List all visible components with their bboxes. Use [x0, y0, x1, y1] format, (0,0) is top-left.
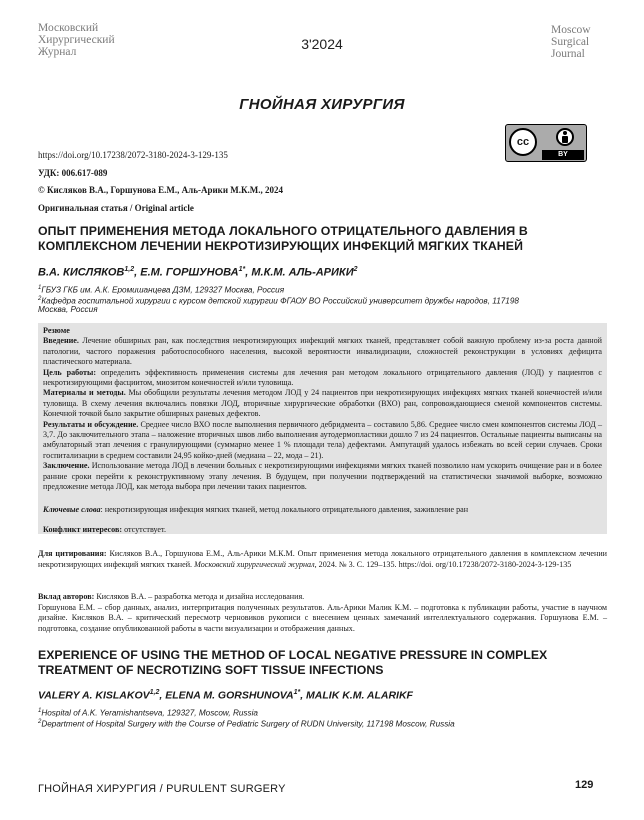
affiliation-text: ГБУЗ ГКБ им. А.К. Еромишанцева ДЗМ, 129327 Москва, Россия — [41, 285, 285, 295]
abstract-text: Среднее число ВХО после выполнения первичного дебридмента – составило 5,86. Среднее число смен компонентов системы ЛОД – 3,7. До заключительного этапа – наложение вторичных швов либо выполнения аутодермопластики дошло 7 из 24 пациентов. Остальные пациенты выписаны на амбулаторный этап лечения с гранулирующими (суммарно менее 1 % площади тела) дефектами. Ампутаций удалось избежать во всей серии случаев. Сроки госпитализации в среднем составили 24,95 койко-дней (медиана – 22, мода – 21). — [43, 419, 602, 460]
author-name: В.А. КИСЛЯКОВ — [38, 266, 125, 279]
affiliation-text: Hospital of A.K. Yeramishantseva, 129327, Moscow, Russia — [41, 708, 258, 718]
udk-code: УДК: 006.617-089 — [38, 168, 108, 178]
journal-logo-ru-line1: Московский — [38, 22, 99, 34]
citation-text: Кисляков В.А., Горшунова Е.М., Аль-Арики М.К.М. Опыт применения метода локального отрицательного давления в комплексном лечении некротизирующих инфекций мягких тканей. — [38, 549, 607, 569]
author-contribution-block — [38, 592, 607, 634]
cc-icon: cc — [509, 128, 537, 156]
journal-logo-en-line1: Moscow — [551, 24, 591, 36]
citation-tail: , 2024. № 3. С. 129–135. https://doi. org/10.17238/2072-3180-2024-3-129-135 — [314, 559, 572, 569]
conflict-of-interest — [43, 525, 602, 535]
conflict-label: Конфликт интересов: — [43, 524, 123, 534]
abstract-intro — [43, 336, 602, 367]
affiliation-text: Кафедра госпитальной хирургии с курсом детской хирургии ФГАОУ ВО Российский университет дружбы народов, 117198 — [41, 296, 519, 306]
conflict-text: отсутствует. — [122, 524, 166, 534]
abstract-conclusion — [43, 461, 602, 492]
journal-logo-en — [551, 24, 621, 60]
citation-journal: Московский хирургический журнал — [194, 559, 315, 569]
citation-block — [38, 549, 607, 570]
affiliation-text: Department of Hospital Surgery with the Course of Pediatric Surgery of RUDN University, 117198 Moscow, Russia — [41, 719, 455, 729]
abstract-aim — [43, 368, 602, 389]
abstract-box — [38, 323, 607, 534]
author-affiliation-mark: 1* — [238, 266, 246, 273]
cc-by-license-badge[interactable] — [505, 124, 587, 162]
abstract-label: Заключение. — [43, 461, 90, 471]
abstract-text: Лечение обширных ран, как последствия некротизирующих инфекций мягких тканей, представляет собой важную проблему из-за роста данной патологии, частого поражения работоспособного населения, высокой вероятности инвалидизации, сложностей реконструкции в условиях дефицита пластического материала. — [43, 336, 602, 367]
footer-section-name: ГНОЙНАЯ ХИРУРГИЯ / PURULENT SURGERY — [38, 783, 286, 795]
issue-number: 3'2024 — [301, 36, 343, 52]
article-title-en: EXPERIENCE OF USING THE METHOD OF LOCAL NEGATIVE PRESSURE IN COMPLEX TREATMENT OF NECROTIZING SOFT TISSUE INFECTIONS — [38, 648, 548, 677]
abstract-label: Введение. — [43, 336, 79, 346]
author-affiliation-mark: 1,2 — [124, 266, 135, 273]
contribution-text: Кисляков В.А. – разработка метода и дизайна исследования. — [94, 592, 305, 601]
author-affiliation-mark: 1,2 — [149, 689, 160, 696]
affiliation-en-2 — [38, 717, 608, 730]
authors-en: VALERY A. KISLAKOV$^{1,2}$, ELENA M. $GORSHUNOVA^{1*}$, MALIK K.M. ALARIKF — [38, 689, 413, 702]
abstract-heading: Резюме — [43, 326, 70, 335]
journal-logo-en-line3: Journal — [551, 48, 585, 60]
article-title-ru: ОПЫТ ПРИМЕНЕНИЯ МЕТОДА ЛОКАЛЬНОГО ОТРИЦАТЕЛЬНОГО ДАВЛЕНИЯ В КОМПЛЕКСНОМ ЛЕЧЕНИИ НЕКРОТИЗИРУЮЩИХ ИНФЕКЦИЙ МЯГКИХ ТКАНЕЙ — [38, 224, 528, 253]
keywords-text: : некротизирующая инфекция мягких тканей, метод локального отрицательного давления, заживление ран — [100, 504, 469, 514]
journal-logo-ru-line2: Хирургический — [38, 34, 115, 46]
author-name: VALERY A. KISLAKOV — [38, 689, 150, 702]
author-name: М.К.М. АЛЬ-АРИКИ — [251, 266, 354, 279]
abstract-label: Материалы и методы. — [43, 388, 126, 398]
abstract-methods — [43, 388, 602, 419]
authors-ru: В.А. КИСЛЯКОВ$^{1,2}$, Е.М. $ГОРШУНОВА^{1*}$, М.К.М. АЛЬ-АРИКИ$^2$ — [38, 266, 358, 279]
by-label: BY — [542, 150, 584, 160]
contribution-text: Горшунова Е.М. – сбор данных, анализ, интерпритация полученных результатов. Аль-Арики Малик К.М. – подготовка к публикации работы, участие в научном дизайне. Кисляков В.А. – критический пересмотр черновиков рукописи с внесением ценных замечаний интеллектуального содержания. Горшунова Е.М. – подготовка, создание опубликованной работы в части визуализации и отображения данных. — [38, 602, 607, 633]
doi-link[interactable]: https://doi.org/10.17238/2072-3180-2024-3-129-135 — [38, 150, 228, 160]
author-name: ELENA M. GORSHUNOVA — [165, 689, 294, 702]
copyright-line: © Кисляков В.А., Горшунова Е.М., Аль-Арики М.К.М., 2024 — [38, 185, 284, 195]
affiliation-mark: 2 — [38, 719, 42, 725]
author-name: MALIK K.M. ALARIKF — [306, 689, 413, 702]
attribution-person-icon — [556, 128, 574, 146]
article-type: Оригинальная статья / Original article — [38, 203, 194, 213]
author-affiliation-mark: 2 — [353, 266, 358, 273]
page-number: 129 — [575, 779, 594, 791]
abstract-text: определить эффективность применения системы для лечения ран методом локального отрицательного давления (ЛОД) у пациентов с некротизирующими фасциитом, миозитом конечностей и/или туловища. — [43, 367, 603, 388]
citation-label: Для цитирования: — [38, 549, 107, 558]
abstract-text: Мы обобщили результаты лечения методом ЛОД у 24 пациентов при некротизирующих инфекциях мягких тканей конечностей и/или туловища. В схему лечения включались повязки ЛОД, вторичные хирургические обработки (ВХО) ран, сопровождающиеся сменой компонентов системы. Конечной точкой было закрытие обширных раневых дефектов. — [43, 388, 602, 419]
keywords-label: Ключевые слова — [43, 504, 101, 514]
affiliation-mark: 1 — [38, 285, 42, 291]
journal-logo-ru-line3: Журнал — [38, 46, 77, 58]
affiliation-ru-2-line2: Москва, Россия — [38, 305, 98, 314]
affiliation-mark: 2 — [38, 296, 42, 302]
section-title: ГНОЙНАЯ ХИРУРГИЯ — [239, 96, 405, 113]
journal-logo-en-line2: Surgical — [551, 36, 590, 48]
abstract-results — [43, 420, 602, 462]
abstract-text: Использование метода ЛОД в лечении больных с некротизирующими инфекциями мягких тканей позволило нам ускорить очищение ран и в более ранние сроки перейти к реконструктивному этапу лечения. В будущем, при получении подтверждений на статистически значимой выборке, возможно предложение метода ЛОД, как метода выбора при лечении таких пациентов. — [43, 461, 602, 492]
abstract-label: Результаты и обсуждение. — [43, 419, 139, 429]
contribution-label: Вклад авторов: — [38, 592, 95, 601]
affiliation-mark: 1 — [38, 708, 42, 714]
author-name: Е.М. ГОРШУНОВА — [140, 266, 239, 279]
author-affiliation-mark: 1* — [293, 689, 301, 696]
keywords — [43, 505, 602, 515]
abstract-label: Цель работы: — [43, 367, 97, 377]
